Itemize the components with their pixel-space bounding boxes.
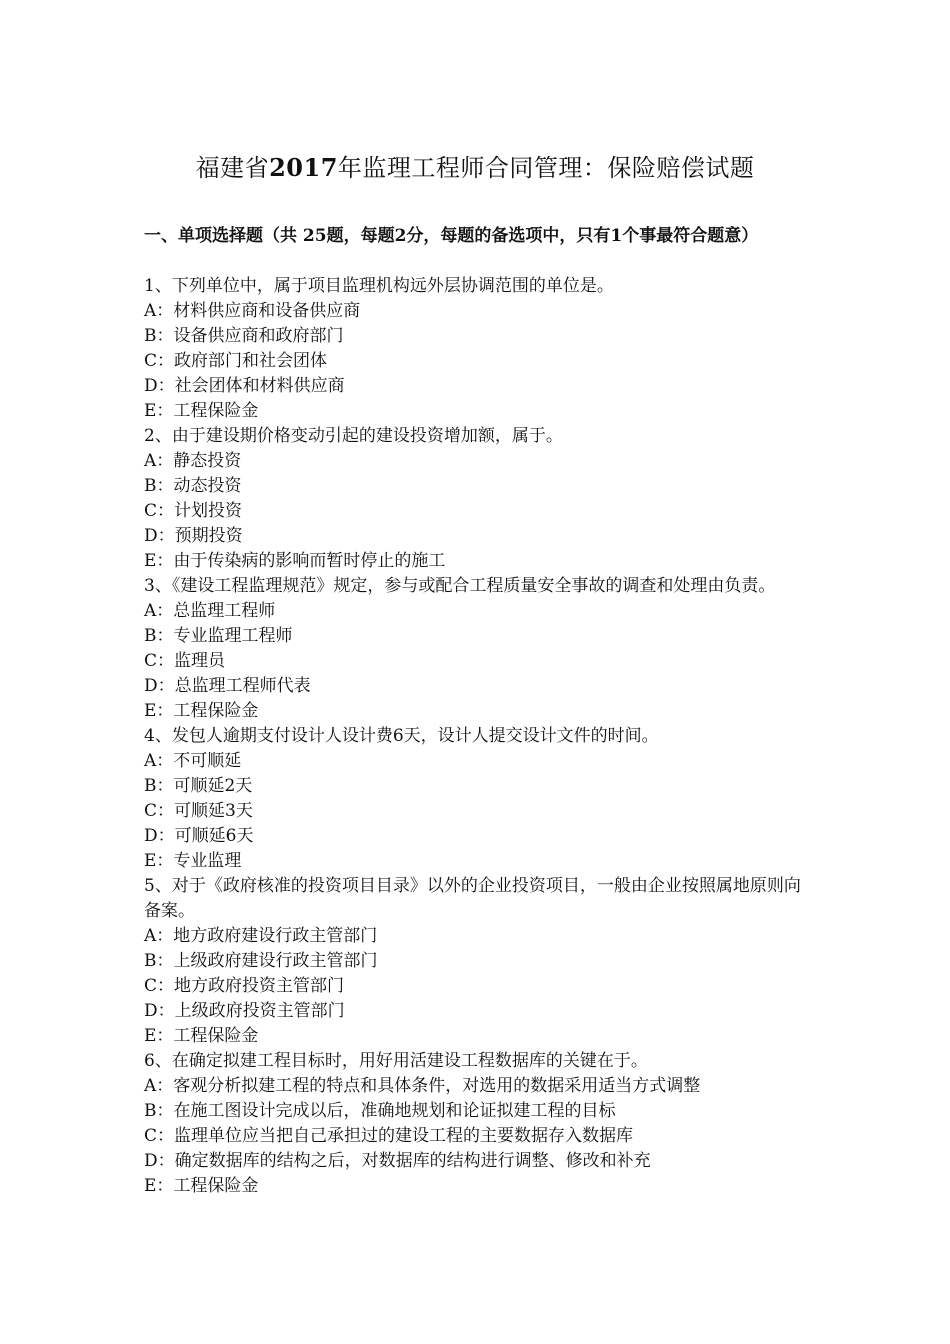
option-c: C：计划投资 xyxy=(144,501,243,521)
question-2 xyxy=(144,424,814,574)
option-d: D：上级政府投资主管部门 xyxy=(144,1001,345,1021)
option-d: D：确定数据库的结构之后，对数据库的结构进行调整、修改和补充 xyxy=(144,1151,651,1171)
option-c: C：监理单位应当把自己承担过的建设工程的主要数据存入数据库 xyxy=(144,1126,634,1146)
option-e: E：工程保险金 xyxy=(144,401,259,421)
option-e: E：工程保险金 xyxy=(144,1026,259,1046)
option-b: B：可顺延2天 xyxy=(144,776,253,796)
option-b: B：设备供应商和政府部门 xyxy=(144,326,344,346)
question-stem: 6、在确定拟建工程目标时，用好用活建设工程数据库的关键在于。 xyxy=(144,1051,648,1071)
question-5 xyxy=(144,874,814,1049)
option-c: C：可顺延3天 xyxy=(144,801,253,821)
option-e: E：工程保险金 xyxy=(144,701,259,721)
question-4 xyxy=(144,724,814,874)
option-d: D：总监理工程师代表 xyxy=(144,676,311,696)
option-e: E：专业监理 xyxy=(144,851,242,871)
option-a: A：总监理工程师 xyxy=(144,601,276,621)
option-a: A：静态投资 xyxy=(144,451,242,471)
option-d: D：预期投资 xyxy=(144,526,243,546)
option-b: B：动态投资 xyxy=(144,476,242,496)
question-1 xyxy=(144,274,814,424)
question-stem: 5、对于《政府核准的投资项目目录》以外的企业投资项目，一般由企业按照属地原则向备案。 xyxy=(144,876,801,921)
option-a: A：客观分析拟建工程的特点和具体条件，对选用的数据采用适当方式调整 xyxy=(144,1076,701,1096)
option-d: D：社会团体和材料供应商 xyxy=(144,376,345,396)
section-heading: 一、单项选择题（共 25题，每题2分，每题的备选项中，只有1个事最符合题意） xyxy=(144,226,759,246)
title-year: 2017 xyxy=(269,153,338,182)
option-e: E：工程保险金 xyxy=(144,1176,259,1196)
option-b: B：专业监理工程师 xyxy=(144,626,293,646)
question-list xyxy=(144,274,814,1199)
question-stem: 3、《建设工程监理规范》规定，参与或配合工程质量安全事故的调查和处理由负责。 xyxy=(144,576,776,596)
title-prefix: 福建省 xyxy=(195,154,270,182)
title-suffix: 年监理工程师合同管理：保险赔偿试题 xyxy=(337,154,755,182)
option-b: B：上级政府建设行政主管部门 xyxy=(144,951,378,971)
option-c: C：监理员 xyxy=(144,651,226,671)
option-c: C：政府部门和社会团体 xyxy=(144,351,328,371)
question-stem: 4、发包人逾期支付设计人设计费6天，设计人提交设计文件的时间。 xyxy=(144,726,659,746)
option-d: D：可顺延6天 xyxy=(144,826,254,846)
option-a: A：不可顺延 xyxy=(144,751,242,771)
question-stem: 2、由于建设期价格变动引起的建设投资增加额，属于。 xyxy=(144,426,563,446)
question-3 xyxy=(144,574,814,724)
option-b: B：在施工图设计完成以后，准确地规划和论证拟建工程的目标 xyxy=(144,1101,616,1121)
option-a: A：材料供应商和设备供应商 xyxy=(144,301,361,321)
question-6 xyxy=(144,1049,814,1199)
option-a: A：地方政府建设行政主管部门 xyxy=(144,926,378,946)
option-e: E：由于传染病的影响而暂时停止的施工 xyxy=(144,551,446,571)
question-stem: 1、下列单位中，属于项目监理机构远外层协调范围的单位是。 xyxy=(144,276,614,296)
page-title xyxy=(0,148,950,188)
option-c: C：地方政府投资主管部门 xyxy=(144,976,345,996)
